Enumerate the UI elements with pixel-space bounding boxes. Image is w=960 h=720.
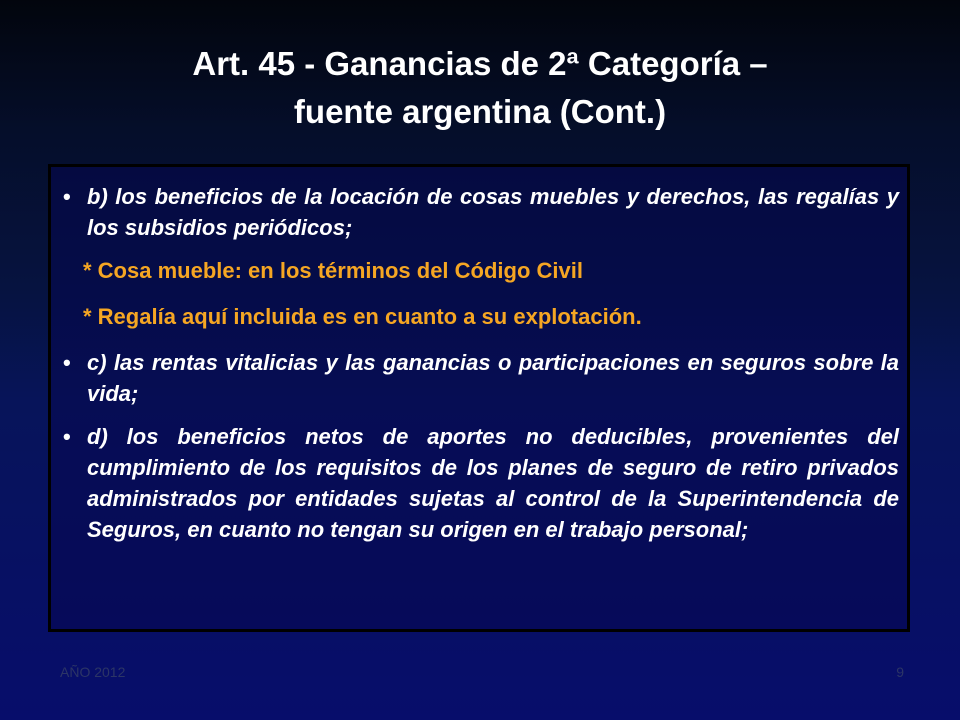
- content-box: [48, 164, 910, 632]
- page-number: 9: [896, 664, 904, 680]
- list-item-c: [63, 347, 899, 409]
- list-item-d: [63, 421, 899, 545]
- title-line-1: Art. 45 - Ganancias de 2ª Categoría –: [192, 45, 768, 82]
- content-list: [63, 181, 899, 557]
- bullet-icon: •: [63, 350, 71, 375]
- item-d-text: d) los beneficios netos de aportes no deducibles, provenientes del cumplimiento de los requisitos de los planes de seguro de retiro privados administrados por entidades sujetas al control de la Superintendencia de Seguros, en cuanto no tengan su origen en el trabajo personal;: [87, 424, 899, 542]
- item-b-text: b) los beneficios de la locación de cosas muebles y derechos, las regalías y los subsidios periódicos;: [87, 184, 899, 240]
- title-line-2: fuente argentina (Cont.): [293, 93, 667, 130]
- list-item-b: [63, 181, 899, 243]
- slide-title: [60, 40, 900, 136]
- note-cosa-mueble: * Cosa mueble: en los términos del Código Civil: [83, 258, 583, 283]
- item-c-text: c) las rentas vitalicias y las ganancias o participaciones en seguros sobre la vida;: [87, 350, 899, 406]
- note-regalia: * Regalía aquí incluida es en cuanto a su explotación.: [83, 304, 642, 329]
- bullet-icon: •: [63, 184, 71, 209]
- footer-year: AÑO 2012: [60, 664, 126, 680]
- bullet-icon: •: [63, 424, 71, 449]
